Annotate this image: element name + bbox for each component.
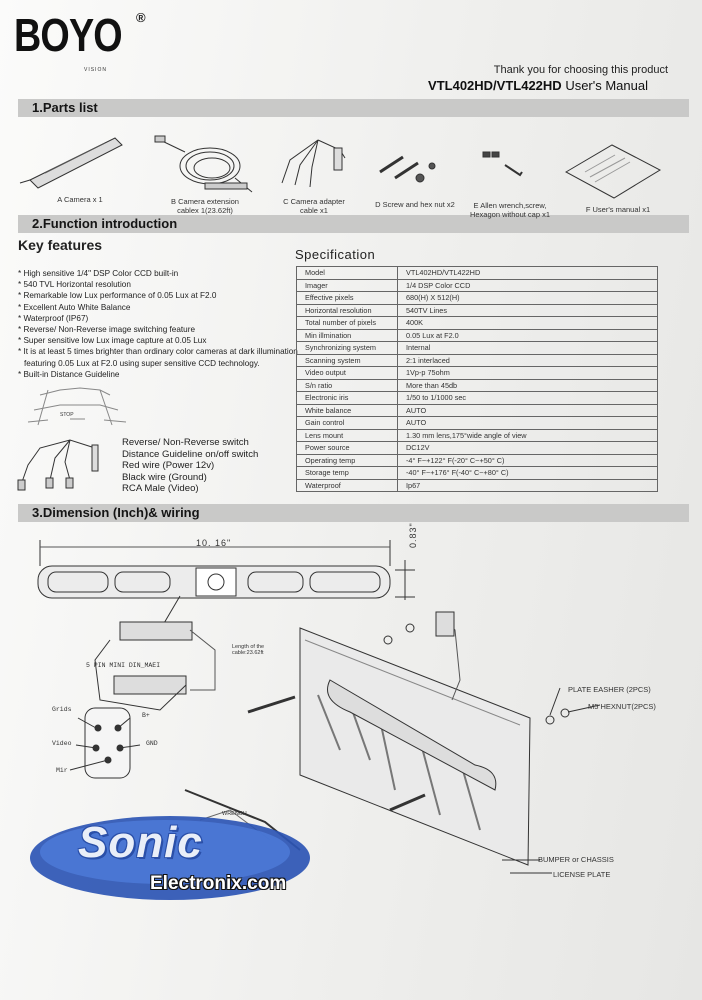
key-features-title: Key features xyxy=(18,237,103,253)
spec-row xyxy=(297,479,658,492)
wrench-label: WRENCH xyxy=(222,811,247,817)
specification-table xyxy=(296,266,658,492)
manual-label: User's Manual xyxy=(565,78,648,93)
spec-row xyxy=(297,404,658,417)
feature-item: * High sensitive 1/4" DSP Color CCD built-in xyxy=(18,269,179,278)
license-plate-label: LICENSE PLATE xyxy=(553,870,611,879)
part-e-label: E Allen wrench,screw, Hexagon without cap x1 xyxy=(469,201,551,219)
spec-value: VTL402HD/VTL422HD xyxy=(398,267,658,280)
feature-item: * Built-in Distance Guideline xyxy=(18,369,120,379)
spec-key: Lens mount xyxy=(297,429,398,442)
spec-row xyxy=(297,442,658,455)
adapter-cable-illustration xyxy=(282,140,345,187)
spec-row xyxy=(297,467,658,480)
feature-item: * Reverse/ Non-Reverse image switching feature xyxy=(18,325,196,335)
brand-subtitle: VISION xyxy=(84,67,107,73)
guide-stop-label: STOP xyxy=(60,412,74,418)
pin-mir-label: Mir xyxy=(56,767,68,774)
wiring-legend xyxy=(122,437,258,495)
spec-key: S/n ratio xyxy=(297,379,398,392)
spec-value: 2:1 interlaced xyxy=(398,354,658,367)
spec-key: Synchronizing system xyxy=(297,342,398,355)
spec-row xyxy=(297,329,658,342)
spec-row xyxy=(297,317,658,330)
width-dimension: 10. 16" xyxy=(196,538,232,548)
spec-row xyxy=(297,454,658,467)
spec-key: Electronic iris xyxy=(297,392,398,405)
part-f-label: F User's manual x1 xyxy=(585,205,651,214)
spec-key: Storage temp xyxy=(297,467,398,480)
feature-item: * Remarkable low Lux performance of 0.05 Lux at F2.0 xyxy=(18,291,217,301)
spec-value: 1/4 DSP Color CCD xyxy=(398,279,658,292)
spec-key: Power source xyxy=(297,442,398,455)
spec-row xyxy=(297,417,658,430)
license-plate-assembly-drawing xyxy=(248,612,600,873)
wiring-item: Black wire (Ground) xyxy=(122,471,207,483)
screws-illustration xyxy=(380,157,435,182)
pin-connector-label: 5 PIN MINI DIN_MAEI xyxy=(86,662,161,669)
pin-grids-label: Grids xyxy=(52,706,72,713)
spec-row xyxy=(297,354,658,367)
part-c-label: C Camera adapter cable x1 xyxy=(283,197,345,215)
spec-key: Scanning system xyxy=(297,354,398,367)
watermark-sonic: Sonic xyxy=(78,818,203,867)
feature-item: * Super sensitive low Lux image capture at 0.05 Lux xyxy=(18,336,207,346)
spec-value: -40° F~+176° F(-40° C~+80° C) xyxy=(398,467,658,480)
camera-illustration xyxy=(20,138,122,188)
spec-row xyxy=(297,267,658,280)
thanks-text: Thank you for choosing this product xyxy=(493,64,668,76)
spec-row xyxy=(297,392,658,405)
wiring-item: RCA Male (Video) xyxy=(122,483,199,495)
brand-registered-mark: ® xyxy=(136,10,146,25)
brand-logo: BOYO xyxy=(14,9,122,61)
spec-row xyxy=(297,342,658,355)
key-features-list xyxy=(18,268,298,380)
pin-video-label: Video xyxy=(52,740,72,747)
spec-row xyxy=(297,292,658,305)
cable-length-label: Length of the cable:23.62ft xyxy=(232,644,265,656)
spec-value: 1/50 to 1/1000 sec xyxy=(398,392,658,405)
spec-key: Total number of pixels xyxy=(297,317,398,330)
specification-title: Specification xyxy=(295,247,376,262)
section-function-intro: 2.Function introduction xyxy=(18,215,689,233)
spec-key: Gain control xyxy=(297,417,398,430)
allen-wrench-illustration xyxy=(483,152,522,175)
feature-item: featuring 0.05 Lux at F2.0 using super sensitive CCD technology. xyxy=(24,358,260,368)
part-a-label: A Camera x 1 xyxy=(57,195,103,204)
spec-key: White balance xyxy=(297,404,398,417)
manual-illustration xyxy=(566,145,660,198)
extension-cable-illustration xyxy=(155,136,252,192)
spec-key: Effective pixels xyxy=(297,292,398,305)
feature-item: * Excellent Auto White Balance xyxy=(18,302,131,312)
spec-value: DC12V xyxy=(398,442,658,455)
part-b-label: B Camera extension cablex 1(23.62ft) xyxy=(171,197,239,215)
part-d-label: D Screw and hex nut x2 xyxy=(375,200,455,209)
spec-key: Horizontal resolution xyxy=(297,304,398,317)
spec-value: Ip67 xyxy=(398,479,658,492)
spec-value: Internal xyxy=(398,342,658,355)
spec-key: Imager xyxy=(297,279,398,292)
spec-value: AUTO xyxy=(398,417,658,430)
spec-value: 680(H) X 512(H) xyxy=(398,292,658,305)
hexnut-label: M5 HEXNUT(2PCS) xyxy=(588,702,656,711)
spec-value: More than 45db xyxy=(398,379,658,392)
wiring-item: Distance Guideline on/off switch xyxy=(122,448,259,460)
height-dimension: 0.83" xyxy=(408,522,418,548)
spec-row xyxy=(297,304,658,317)
spec-row xyxy=(297,279,658,292)
plate-washer-label: PLATE EASHER (2PCS) xyxy=(568,685,651,694)
spec-value: 400K xyxy=(398,317,658,330)
spec-value: 540TV Lines xyxy=(398,304,658,317)
spec-row xyxy=(297,367,658,380)
spec-key: Model xyxy=(297,267,398,280)
pin-bplus-label: B+ xyxy=(142,712,150,719)
bumper-label: BUMPER or CHASSIS xyxy=(538,855,614,864)
spec-key: Video output xyxy=(297,367,398,380)
model-number: VTL402HD/VTL422HD xyxy=(428,78,562,93)
wiring-item: Reverse/ Non-Reverse switch xyxy=(122,437,249,448)
pin-gnd-label: GND xyxy=(146,740,158,747)
section-dimension-wiring: 3.Dimension (Inch)& wiring xyxy=(18,504,689,522)
spec-value: 1Vp-p 75ohm xyxy=(398,367,658,380)
spec-key: Min illmination xyxy=(297,329,398,342)
spec-row xyxy=(297,429,658,442)
spec-value: AUTO xyxy=(398,404,658,417)
feature-item: * 540 TVL Horizontal resolution xyxy=(18,280,131,290)
feature-item: * It is at least 5 times brighter than ordinary color cameras at dark illumination xyxy=(18,347,298,357)
distance-guideline-illustration xyxy=(28,388,126,425)
spec-value: -4° F~+122° F(-20° C~+50° C) xyxy=(398,454,658,467)
wiring-item: Red wire (Power 12v) xyxy=(122,460,215,472)
pin-connector-drawing xyxy=(70,708,140,778)
spec-key: Operating temp xyxy=(297,454,398,467)
watermark-electronix: Electronix.com xyxy=(150,873,287,894)
spec-key: Waterproof xyxy=(297,479,398,492)
spec-value: 1.30 mm lens,175°wide angle of view xyxy=(398,429,658,442)
section-parts-list: 1.Parts list xyxy=(18,99,689,117)
wiring-harness-illustration xyxy=(18,440,98,490)
spec-value: 0.05 Lux at F2.0 xyxy=(398,329,658,342)
feature-item: * Waterproof (IP67) xyxy=(18,313,89,323)
spec-row xyxy=(297,379,658,392)
